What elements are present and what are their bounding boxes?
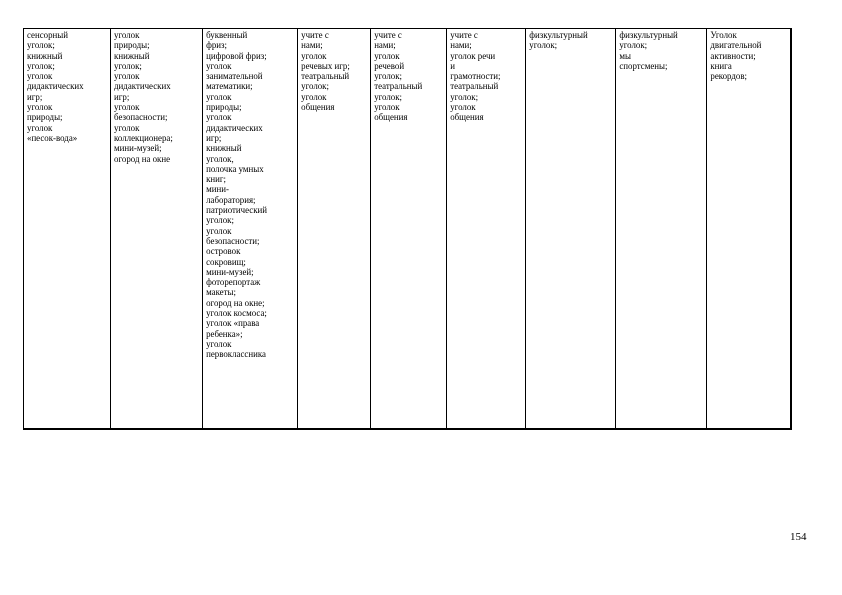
cell-text-9: Уголок двигательной активности; книга рекордов; xyxy=(710,30,762,82)
cell-text-6: учите с нами; уголок речи и грамотности; театральный уголок; уголок общения xyxy=(450,30,501,123)
table-cell-1 xyxy=(24,29,111,430)
table-cell-2 xyxy=(111,29,203,430)
table-cell-8 xyxy=(616,29,707,430)
table-row xyxy=(24,29,792,430)
cell-text-7: физкультурный уголок; xyxy=(529,30,588,51)
cell-text-2: уголок природы; книжный уголок; уголок дидактических игр; уголок безопасности; уголок коллекционера; мини-музей; огород на окне xyxy=(114,30,173,164)
cell-text-8: физкультурный уголок; мы спортсмены; xyxy=(619,30,678,71)
table-cell-9 xyxy=(707,29,791,430)
corners-table xyxy=(23,28,792,430)
table-cell-5 xyxy=(371,29,447,430)
cell-text-5: учите с нами; уголок речевой уголок; театральный уголок; уголок общения xyxy=(374,30,423,123)
table-cell-3 xyxy=(203,29,298,430)
table-cell-4 xyxy=(298,29,371,430)
cell-text-3: буквенный фриз; цифровой фриз; уголок занимательной математики; уголок природы; уголок дидактических игр; книжный уголок, полочка умных книг; мини- лаборатория; патриотический уголок; уголок безопасности; островок сокровищ; мини-музей; фоторепортаж макеты; огород на окне; уголок космоса; уголок «права ребенка»; уголок первоклассника xyxy=(206,30,268,360)
table-cell-7 xyxy=(526,29,616,430)
cell-text-4: учите с нами; уголок речевых игр; театральный уголок; уголок общения xyxy=(301,30,350,113)
page-number: 154 xyxy=(790,531,807,543)
cell-text-1: сенсорный уголок; книжный уголок; уголок дидактических игр; уголок природы; уголок «песок-вода» xyxy=(27,30,84,143)
table-cell-6 xyxy=(447,29,526,430)
